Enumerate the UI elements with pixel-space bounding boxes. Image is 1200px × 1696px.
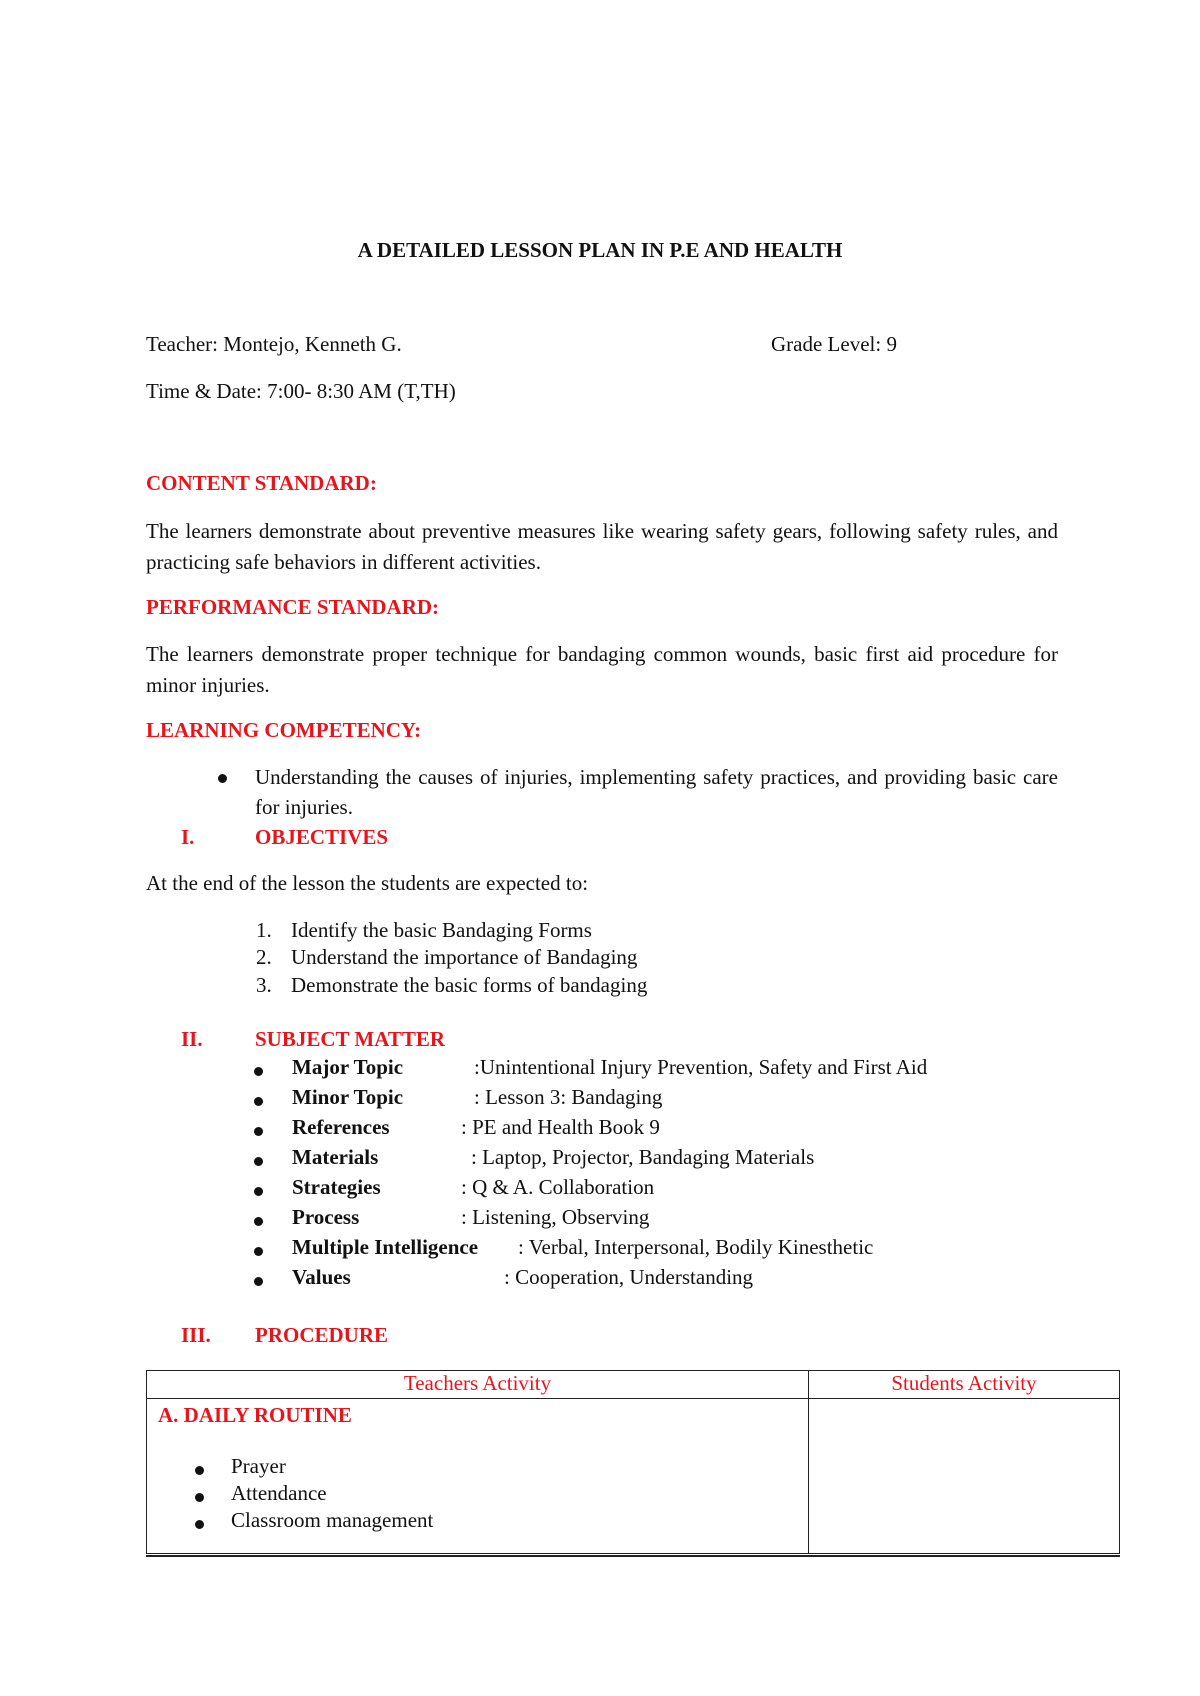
learning-competency-item: Understanding the causes of injuries, implementing safety practices, and providing basic care for injuries.: [255, 765, 1058, 819]
bullet-icon: [254, 1217, 263, 1226]
content-standard-text: The learners demonstrate about preventive measures like wearing safety gears, following safety rules, and practicing safe behaviors in different activities.: [146, 519, 1058, 574]
objective-item: Identify the basic Bandaging Forms: [291, 918, 592, 942]
teachers-activity-cell: [147, 1399, 809, 1554]
performance-standard-text: The learners demonstrate proper technique for bandaging common wounds, basic first aid procedure for minor injuries.: [146, 642, 1058, 697]
students-activity-header: Students Activity: [809, 1371, 1120, 1399]
subject-label-strategies: Strategies: [292, 1175, 381, 1199]
performance-standard-heading: PERFORMANCE STANDARD:: [146, 595, 440, 619]
subject-value-values: : Cooperation, Understanding: [504, 1265, 754, 1289]
bullet-icon: [195, 1520, 204, 1529]
subject-value-materials: : Laptop, Projector, Bandaging Materials: [471, 1145, 815, 1169]
bullet-icon: [218, 774, 227, 783]
grade-level-line: Grade Level: 9: [771, 332, 897, 356]
bullet-icon: [195, 1466, 204, 1475]
teachers-activity-header: Teachers Activity: [147, 1371, 809, 1399]
subject-matter-heading: SUBJECT MATTER: [255, 1027, 446, 1051]
bullet-icon: [254, 1067, 263, 1076]
objective-item: Understand the importance of Bandaging: [291, 945, 638, 969]
subject-value-minor-topic: : Lesson 3: Bandaging: [474, 1085, 663, 1109]
bullet-icon: [254, 1097, 263, 1106]
objective-number: 2.: [256, 945, 272, 969]
table-bottom-rule: [146, 1555, 1120, 1557]
bullet-icon: [254, 1247, 263, 1256]
routine-item: Prayer: [231, 1454, 286, 1478]
routine-item: Attendance: [231, 1481, 327, 1505]
subject-value-major-topic: :Unintentional Injury Prevention, Safety and First Aid: [474, 1055, 928, 1079]
objective-number: 3.: [256, 973, 272, 997]
procedure-table-header: [147, 1371, 1120, 1399]
subject-value-process: : Listening, Observing: [461, 1205, 650, 1229]
subject-label-materials: Materials: [292, 1145, 379, 1169]
subject-value-references: : PE and Health Book 9: [461, 1115, 660, 1139]
learning-competency-heading: LEARNING COMPETENCY:: [146, 718, 422, 742]
bullet-icon: [254, 1277, 263, 1286]
bullet-icon: [195, 1493, 204, 1502]
routine-item: Classroom management: [231, 1508, 434, 1532]
subject-label-values: Values: [292, 1265, 351, 1289]
time-date-line: Time & Date: 7:00- 8:30 AM (T,TH): [146, 379, 456, 403]
students-activity-cell: [809, 1399, 1120, 1554]
subject-value-strategies: : Q & A. Collaboration: [461, 1175, 655, 1199]
subject-label-process: Process: [292, 1205, 360, 1229]
subject-label-multiple-intelligence: Multiple Intelligence: [292, 1235, 479, 1259]
subject-value-multiple-intelligence: : Verbal, Interpersonal, Bodily Kinesthetic: [518, 1235, 874, 1259]
teacher-line: Teacher: Montejo, Kenneth G.: [146, 332, 402, 356]
procedure-table: [146, 1370, 1120, 1554]
daily-routine-heading: A. DAILY ROUTINE: [158, 1403, 352, 1427]
subject-label-major-topic: Major Topic: [292, 1055, 404, 1079]
subject-label-minor-topic: Minor Topic: [292, 1085, 404, 1109]
objectives-intro: At the end of the lesson the students are expected to:: [146, 871, 589, 895]
bullet-icon: [254, 1157, 263, 1166]
content-standard-heading: CONTENT STANDARD:: [146, 471, 377, 495]
table-row: [147, 1399, 1120, 1554]
procedure-heading: PROCEDURE: [255, 1323, 389, 1347]
document-title: A DETAILED LESSON PLAN IN P.E AND HEALTH: [357, 238, 843, 262]
bullet-icon: [254, 1187, 263, 1196]
subject-matter-numeral: II.: [181, 1027, 203, 1051]
objective-number: 1.: [256, 918, 272, 942]
objectives-heading: OBJECTIVES: [255, 825, 389, 849]
objective-item: Demonstrate the basic forms of bandaging: [291, 973, 648, 997]
objectives-numeral: I.: [181, 825, 195, 849]
procedure-numeral: III.: [181, 1323, 211, 1347]
bullet-icon: [254, 1127, 263, 1136]
subject-label-references: References: [292, 1115, 390, 1139]
